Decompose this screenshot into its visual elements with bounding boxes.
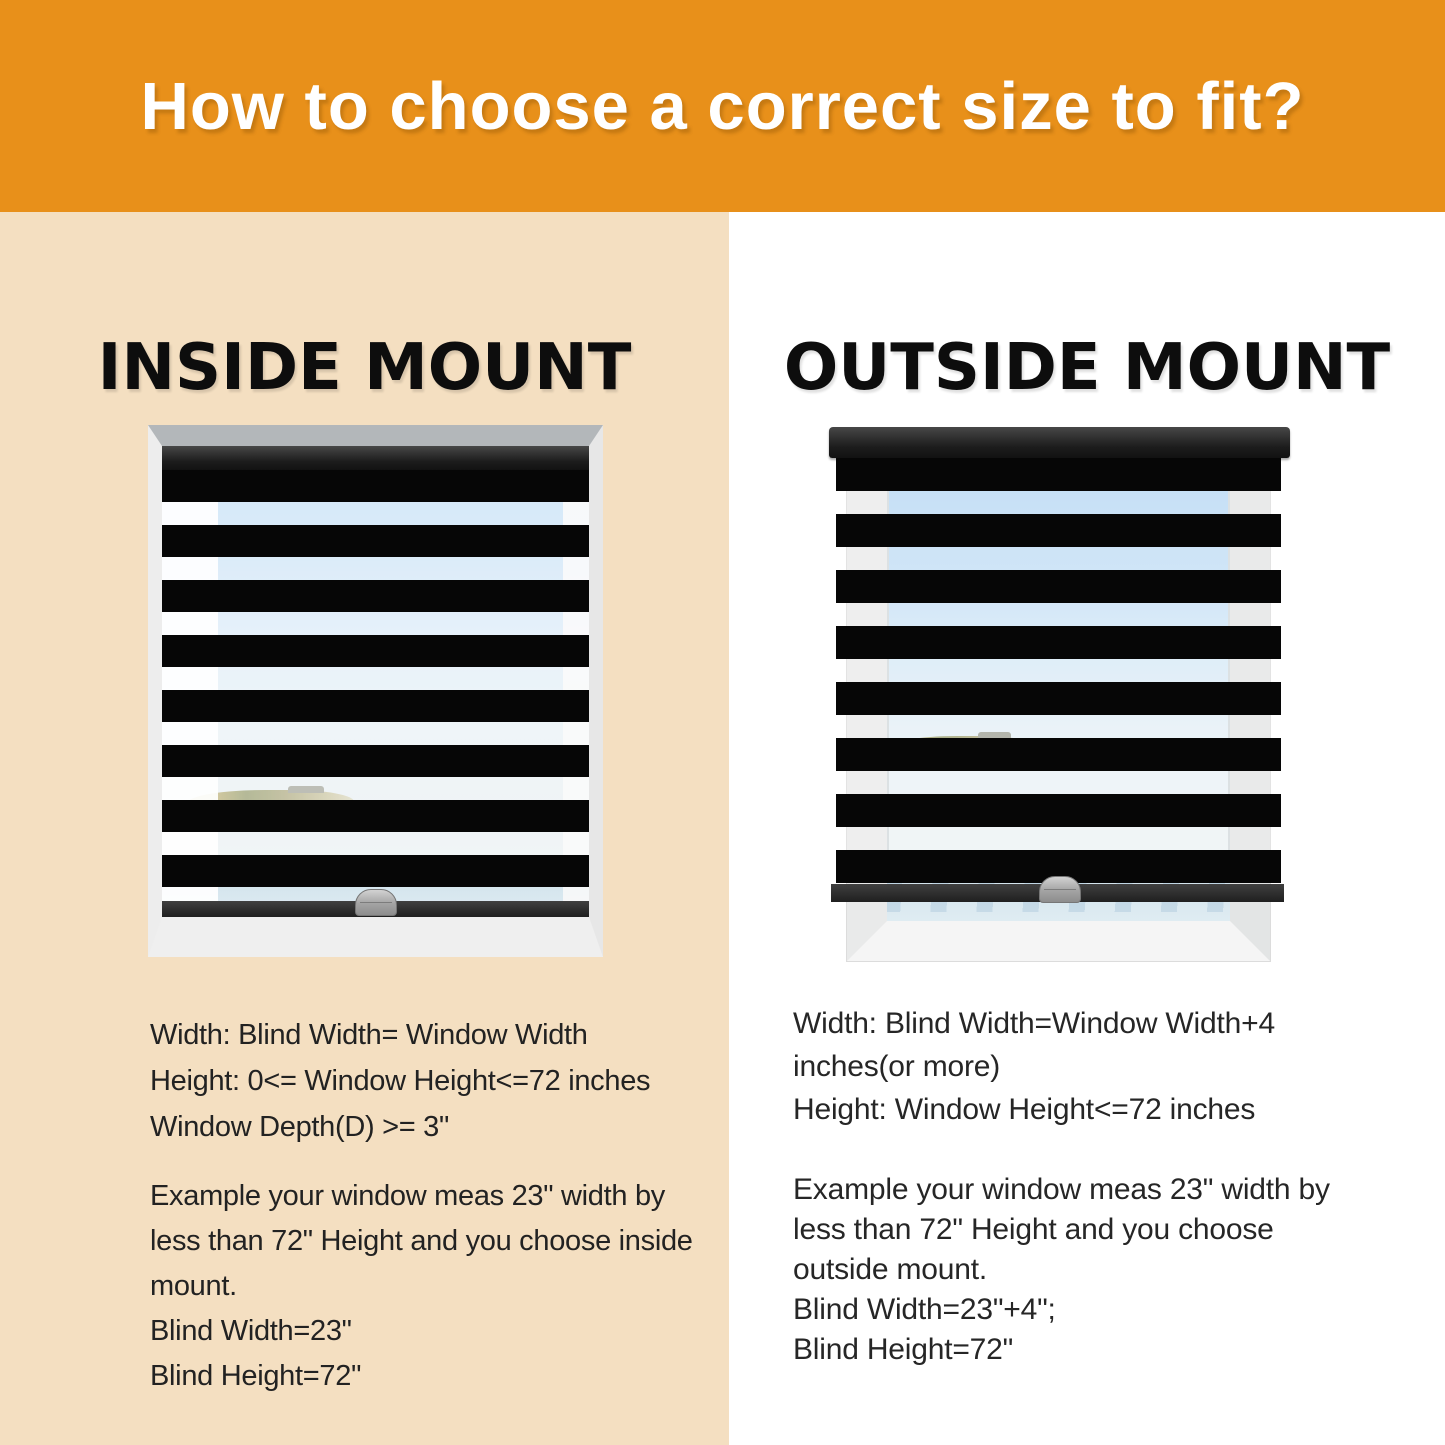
spec-line: inches(or more) bbox=[793, 1050, 1001, 1083]
blind-black-stripe bbox=[836, 682, 1281, 715]
example-line: Blind Width=23"+4"; bbox=[793, 1293, 1056, 1326]
blind-black-stripe bbox=[162, 635, 589, 667]
blind-headrail bbox=[162, 446, 589, 470]
blind-sheer-gap bbox=[836, 547, 1281, 570]
blind-black-stripe bbox=[162, 855, 589, 887]
blind-black-stripe bbox=[162, 800, 589, 832]
example-line: Blind Height=72" bbox=[793, 1333, 1014, 1366]
blind-pull-tab bbox=[1039, 876, 1081, 903]
spec-line: Height: Window Height<=72 inches bbox=[793, 1093, 1256, 1126]
outside-mount-heading: OUTSIDE MOUNT bbox=[783, 331, 1391, 406]
inside-mount-section bbox=[0, 212, 729, 1445]
blind-sheer-gap bbox=[836, 491, 1281, 514]
example-line: Blind Height=72" bbox=[150, 1360, 362, 1392]
blind-black-stripe bbox=[836, 794, 1281, 827]
blind-black-stripe bbox=[162, 470, 589, 502]
window-opening bbox=[162, 446, 589, 917]
page-title: How to choose a correct size to fit? bbox=[140, 68, 1305, 144]
inside-example-text bbox=[150, 1174, 693, 1399]
blind-sheer-gap bbox=[162, 777, 589, 800]
outside-mount-window-illustration bbox=[830, 427, 1290, 961]
example-line: Example your window meas 23" width by bbox=[150, 1180, 665, 1212]
example-line: Blind Width=23" bbox=[150, 1315, 352, 1347]
blind-pull-tab bbox=[355, 889, 397, 916]
blind-black-stripe bbox=[836, 458, 1281, 491]
inside-mount-window-illustration bbox=[148, 425, 603, 957]
blind-sheer-gap bbox=[162, 557, 589, 580]
blind-sheer-gap bbox=[836, 603, 1281, 626]
example-line: outside mount. bbox=[793, 1253, 987, 1286]
example-line: mount. bbox=[150, 1270, 237, 1302]
inside-mount-heading: INSIDE MOUNT bbox=[97, 331, 632, 406]
blind-sheer-gap bbox=[162, 832, 589, 855]
blind-sheer-gap bbox=[162, 612, 589, 635]
blind-sheer-gap bbox=[162, 722, 589, 745]
spec-line: Width: Blind Width=Window Width+4 bbox=[793, 1007, 1275, 1040]
blind-black-stripe bbox=[162, 745, 589, 777]
blind-sheer-gap bbox=[836, 715, 1281, 738]
zebra-blind-stripes bbox=[162, 470, 589, 887]
recessed-window-frame bbox=[148, 425, 603, 957]
example-line: less than 72" Height and you choose inside bbox=[150, 1225, 693, 1257]
example-line: less than 72" Height and you choose bbox=[793, 1213, 1274, 1246]
blind-sheer-gap bbox=[836, 771, 1281, 794]
example-line: Example your window meas 23" width by bbox=[793, 1173, 1330, 1206]
blind-sheer-gap bbox=[836, 659, 1281, 682]
zebra-blind-stripes bbox=[836, 458, 1281, 883]
blind-sheer-gap bbox=[836, 827, 1281, 850]
blind-black-stripe bbox=[836, 514, 1281, 547]
outside-example-text bbox=[793, 1170, 1330, 1370]
blind-black-stripe bbox=[836, 626, 1281, 659]
blind-sheer-gap bbox=[162, 502, 589, 525]
outside-spec-text bbox=[793, 1002, 1275, 1131]
inside-spec-text bbox=[150, 1012, 650, 1150]
spec-line: Width: Blind Width= Window Width bbox=[150, 1019, 588, 1051]
blind-sheer-gap bbox=[162, 667, 589, 690]
blind-black-stripe bbox=[162, 690, 589, 722]
blind-headrail bbox=[829, 427, 1290, 458]
outside-mount-section bbox=[729, 212, 1445, 1445]
spec-line: Height: 0<= Window Height<=72 inches bbox=[150, 1065, 651, 1097]
blind-black-stripe bbox=[162, 580, 589, 612]
blind-black-stripe bbox=[836, 570, 1281, 603]
top-banner bbox=[0, 0, 1445, 212]
blind-black-stripe bbox=[162, 525, 589, 557]
blind-black-stripe bbox=[836, 738, 1281, 771]
spec-line: Window Depth(D) >= 3" bbox=[150, 1111, 449, 1143]
